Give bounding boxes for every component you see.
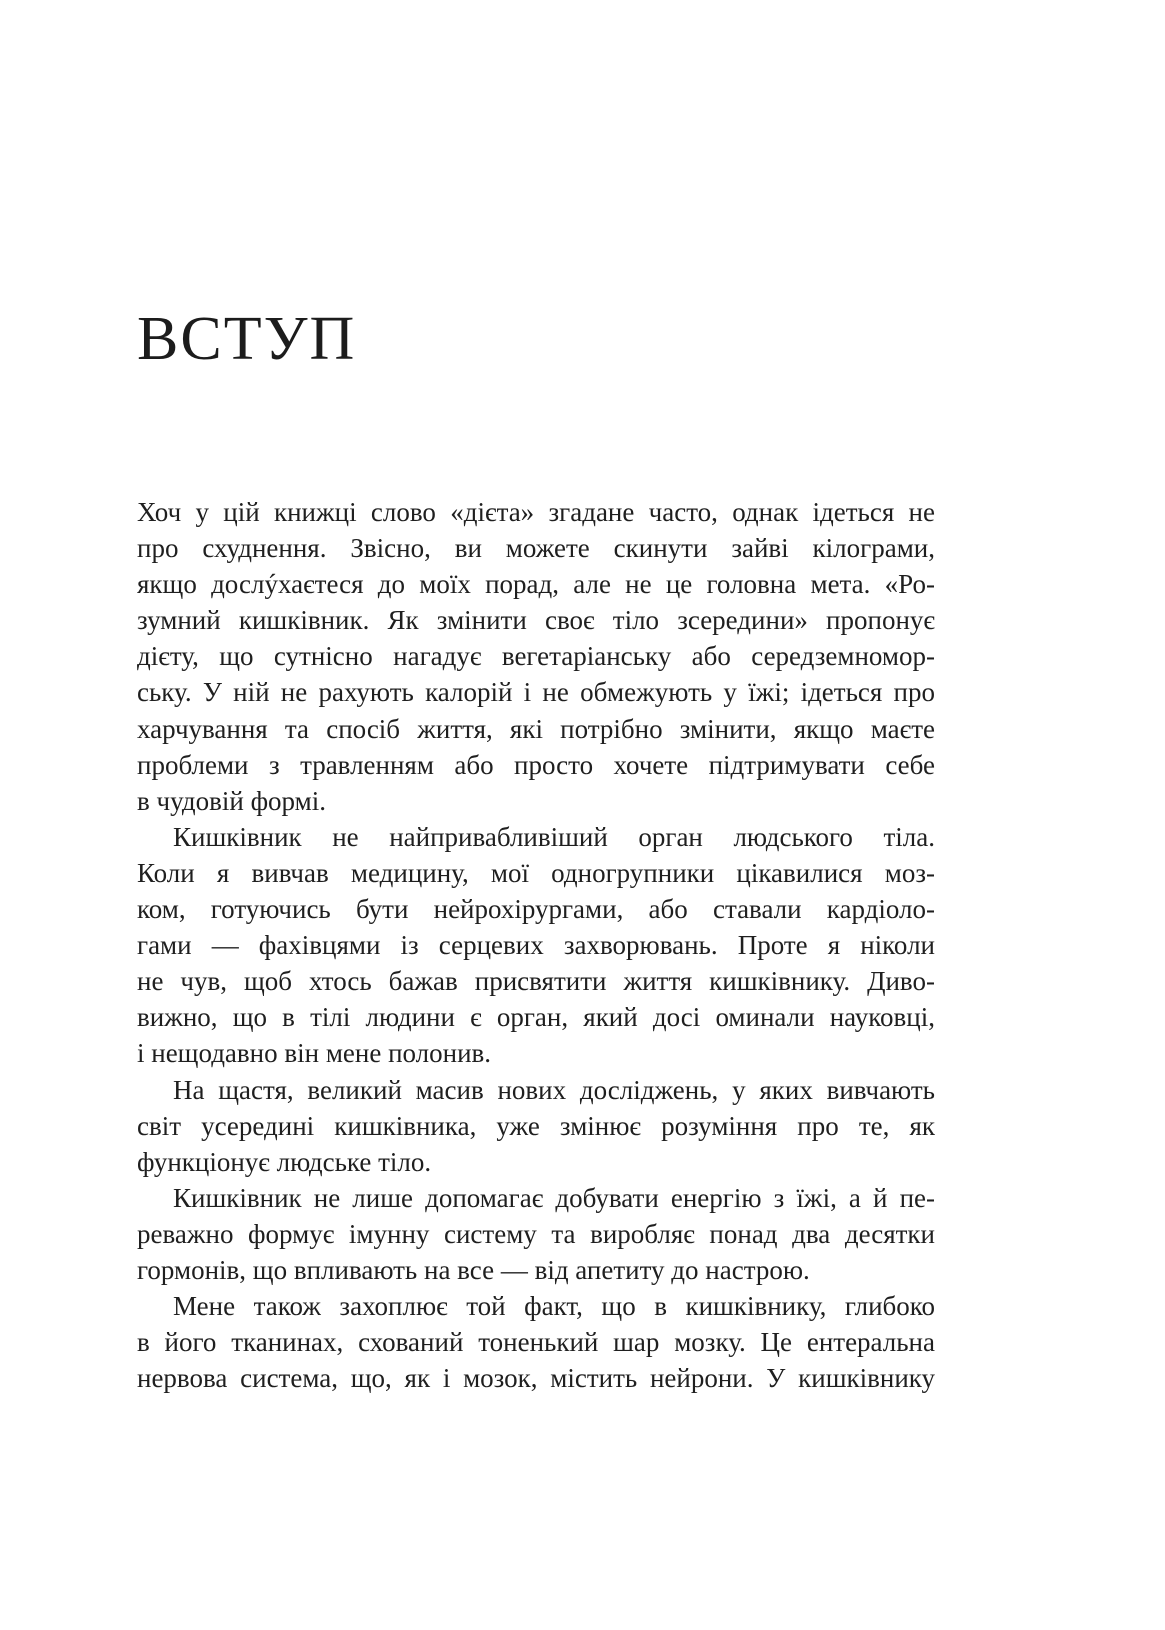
text-line: Кишківник не найпривабливіший орган людського тіла.: [173, 821, 935, 852]
text-line: ком, готуючись бути нейрохірургами, або ставали кардіоло-: [137, 894, 935, 925]
text-line: світ усередині кишківника, уже змінює розуміння про те, як: [137, 1110, 935, 1141]
text-line: гами — фахівцями із серцевих захворювань. Проте я ніколи: [137, 930, 935, 961]
paragraph: [137, 1072, 935, 1180]
text-line: не чув, щоб хтось бажав присвятити життя кишківнику. Диво-: [137, 966, 935, 997]
text-line: проблеми з травленням або просто хочете підтримувати себе: [137, 749, 935, 780]
text-line: зумний кишківник. Як змінити своє тіло зсередини» пропонує: [137, 605, 935, 636]
text-line: реважно формує імунну систему та виробляє понад два десятки: [137, 1218, 935, 1249]
text-line: в його тканинах, схований тоненький шар мозку. Це ентеральна: [137, 1327, 935, 1358]
text-line: вижно, що в тілі людини є орган, який досі оминали науковці,: [137, 1002, 935, 1033]
paragraph: [137, 819, 935, 1072]
text-line: і нещодавно він мене полонив.: [137, 1038, 492, 1069]
text-line: дієту, що сутнісно нагадує вегетаріанську або середземномор-: [137, 641, 935, 672]
text-line: Коли я вивчав медицину, мої одногрупники цікавилися моз-: [137, 857, 935, 888]
body-text: [137, 494, 935, 1396]
text-line: якщо дослýхаєтеся до моїх порад, але не це головна мета. «Ро-: [137, 569, 935, 600]
text-line: Мене також захоплює той факт, що в кишківнику, глибоко: [173, 1291, 935, 1322]
text-line: в чудовій формі.: [137, 785, 326, 816]
text-line: гормонів, що впливають на все — від апетиту до настрою.: [137, 1254, 810, 1285]
text-line: Кишківник не лише допомагає добувати енергію з їжі, а й пе-: [173, 1182, 935, 1213]
text-line: На щастя, великий масив нових досліджень, у яких вивчають: [173, 1074, 935, 1105]
text-line: про схуднення. Звісно, ви можете скинути зайві кілограми,: [137, 533, 935, 564]
chapter-title: ВСТУП: [137, 305, 357, 373]
paragraph: [137, 494, 935, 819]
paragraph: [137, 1288, 935, 1396]
text-line: функціонує людське тіло.: [137, 1146, 432, 1177]
text-line: Хоч у цій книжці слово «дієта» згадане часто, однак ідеться не: [137, 497, 935, 527]
text-line: харчування та спосіб життя, які потрібно змінити, якщо маєте: [137, 713, 935, 744]
paragraph: [137, 1180, 935, 1288]
text-line: ську. У ній не рахують калорій і не обмежують у їжі; ідеться про: [137, 677, 935, 708]
text-line: нервова система, що, як і мозок, містить нейрони. У кишківнику: [137, 1363, 935, 1394]
